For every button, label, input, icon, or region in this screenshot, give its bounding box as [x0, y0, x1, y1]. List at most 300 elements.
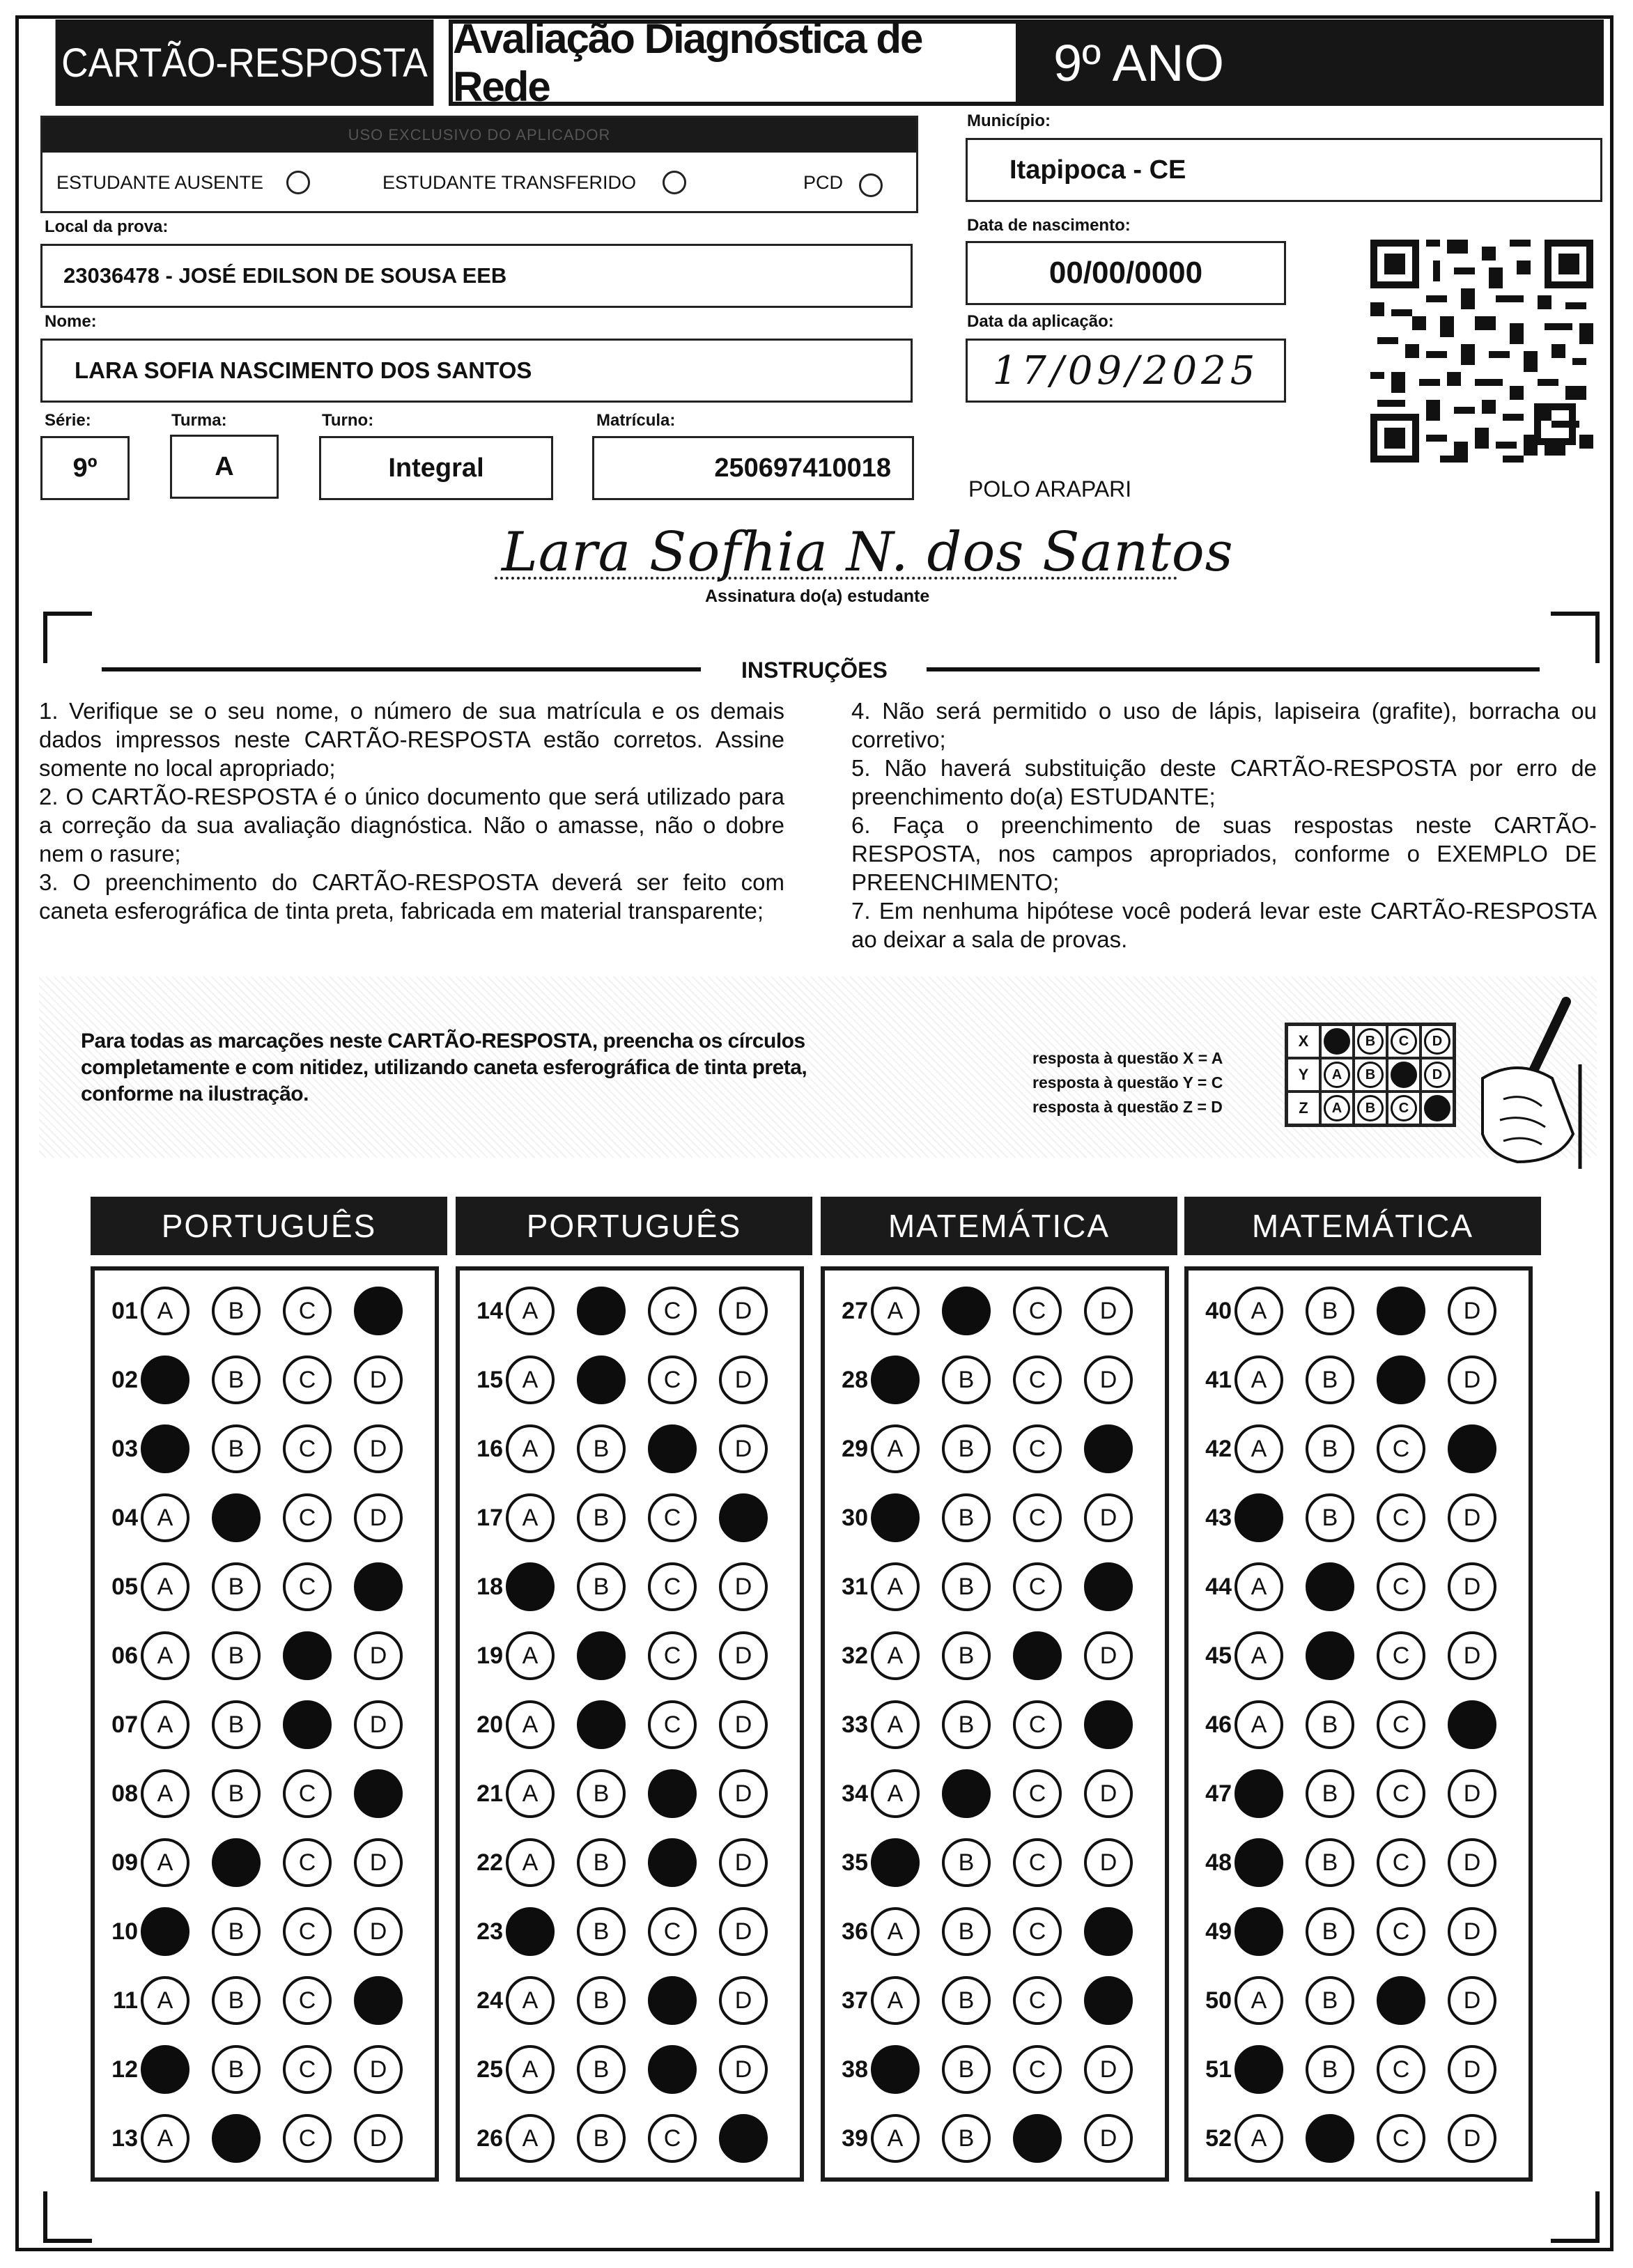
answer-bubble-c[interactable] [648, 2045, 697, 2094]
answer-bubble-b[interactable]: B [577, 1424, 626, 1473]
answer-bubble-c[interactable]: C [648, 2114, 697, 2163]
question-number: 43 [1205, 1504, 1232, 1531]
question-number: 05 [111, 1573, 138, 1600]
answer-bubble-b[interactable]: B [942, 1562, 991, 1611]
answer-bubble-d[interactable]: D [719, 1424, 768, 1473]
answer-bubble-c[interactable] [648, 1424, 697, 1473]
answer-bubble-d[interactable]: D [354, 1493, 403, 1542]
question-number: 30 [842, 1504, 868, 1531]
answer-bubble-d[interactable]: D [719, 1631, 768, 1680]
answer-bubble-d[interactable]: D [1084, 1287, 1133, 1335]
answer-bubble-a[interactable]: A [141, 1700, 189, 1749]
answer-bubble-a[interactable]: A [1235, 1356, 1283, 1404]
answer-bubble-b[interactable] [577, 1700, 626, 1749]
answer-bubble-d[interactable]: D [1448, 2045, 1496, 2094]
answer-bubble-a[interactable] [1235, 1838, 1283, 1887]
answer-bubble-a[interactable] [871, 1356, 920, 1404]
answer-bubble-b[interactable]: B [212, 1631, 261, 1680]
answer-bubble-d[interactable]: D [1448, 1976, 1496, 2025]
answer-bubble-b[interactable]: B [1306, 1424, 1354, 1473]
answer-bubble-a[interactable] [871, 1493, 920, 1542]
answer-bubble-a[interactable]: A [506, 2045, 555, 2094]
question-row [1189, 1697, 1519, 1753]
answer-bubble-d[interactable] [719, 1493, 768, 1542]
card-title: CARTÃO-RESPOSTA [56, 20, 434, 106]
question-number: 15 [477, 1366, 503, 1393]
example-legend-item: resposta à questão Z = D [1032, 1098, 1223, 1116]
answer-bubble-a[interactable]: A [1235, 1631, 1283, 1680]
answer-bubble-d[interactable]: D [1084, 1493, 1133, 1542]
answer-bubble-b[interactable]: B [212, 1769, 261, 1818]
answer-bubble-a[interactable] [141, 1907, 189, 1956]
answer-bubble-a[interactable]: A [506, 1493, 555, 1542]
answer-bubble-a[interactable]: A [871, 1769, 920, 1818]
answer-bubble-d[interactable]: D [1448, 1287, 1496, 1335]
question-row [825, 1283, 1155, 1339]
question-row [1189, 1835, 1519, 1890]
answer-bubble-c[interactable]: C [283, 1356, 332, 1404]
answer-bubble-c[interactable]: C [1377, 1562, 1425, 1611]
answer-bubble-a[interactable]: A [141, 1562, 189, 1611]
answer-bubble-d[interactable]: D [1448, 1838, 1496, 1887]
shift-field: Integral [319, 436, 553, 500]
answer-bubble-c[interactable]: C [283, 1287, 332, 1335]
answer-bubble-b[interactable]: B [942, 1838, 991, 1887]
instruction-item: 2. O CARTÃO-RESPOSTA é o único documento que será utilizado para a correção da sua avaliação diagnóstica. Não o amasse, não o dobre nem o rasure; [39, 784, 784, 867]
answer-bubble-c[interactable]: C [1377, 1700, 1425, 1749]
answer-bubble-a[interactable]: A [506, 1356, 555, 1404]
answer-bubble-d[interactable]: D [1084, 1356, 1133, 1404]
answer-bubble-b[interactable]: B [577, 1769, 626, 1818]
answer-bubble-d[interactable]: D [354, 1907, 403, 1956]
answer-bubble-b[interactable]: B [577, 1838, 626, 1887]
answer-bubble-c[interactable]: C [1377, 2045, 1425, 2094]
example-bubble: C [1391, 1028, 1417, 1055]
answer-bubble-b[interactable]: B [212, 2045, 261, 2094]
answer-bubble-a[interactable]: A [871, 1424, 920, 1473]
answer-bubble-b[interactable]: B [942, 1493, 991, 1542]
answer-bubble-b[interactable]: B [1306, 1907, 1354, 1956]
answer-bubble-c[interactable]: C [1377, 1493, 1425, 1542]
answer-bubble-a[interactable]: A [506, 1631, 555, 1680]
answer-bubble-c[interactable]: C [648, 1700, 697, 1749]
answer-bubble-a[interactable] [141, 2045, 189, 2094]
question-number: 48 [1205, 1849, 1232, 1876]
answer-bubble-c[interactable]: C [1013, 1562, 1062, 1611]
answer-bubble-a[interactable]: A [871, 1700, 920, 1749]
answer-bubble-d[interactable]: D [719, 1976, 768, 2025]
answer-bubble-b[interactable] [1306, 1631, 1354, 1680]
answer-bubble-b[interactable]: B [1306, 1356, 1354, 1404]
answer-column [456, 1266, 804, 2182]
answer-bubble-d[interactable]: D [1448, 2114, 1496, 2163]
answer-bubble-a[interactable]: A [506, 1287, 555, 1335]
answer-bubble-c[interactable]: C [1013, 1356, 1062, 1404]
question-number: 17 [477, 1504, 503, 1531]
answer-bubble-b[interactable]: B [942, 1424, 991, 1473]
answer-bubble-d[interactable]: D [1084, 2045, 1133, 2094]
answer-bubble-b[interactable] [942, 1769, 991, 1818]
municipio-label: Município: [967, 111, 1051, 130]
example-legend-item: resposta à questão X = A [1032, 1049, 1223, 1067]
answer-bubble-a[interactable] [871, 2045, 920, 2094]
answer-bubble-c[interactable] [1377, 1976, 1425, 2025]
answer-bubble-d[interactable]: D [354, 1700, 403, 1749]
answer-bubble-b[interactable]: B [942, 1356, 991, 1404]
answer-bubble-d[interactable]: D [1448, 1562, 1496, 1611]
answer-bubble-b[interactable]: B [577, 2114, 626, 2163]
answer-bubble-c[interactable]: C [1013, 1838, 1062, 1887]
answer-bubble-d[interactable]: D [719, 1356, 768, 1404]
question-number: 50 [1205, 1987, 1232, 2014]
answer-bubble-d[interactable]: D [354, 2114, 403, 2163]
question-number: 08 [111, 1780, 138, 1807]
answer-bubble-b[interactable]: B [577, 2045, 626, 2094]
answer-bubble-a[interactable]: A [506, 1424, 555, 1473]
answer-bubble-d[interactable]: D [354, 2045, 403, 2094]
answer-bubble-c[interactable]: C [1377, 1838, 1425, 1887]
question-row [95, 1352, 425, 1408]
question-number: 49 [1205, 1918, 1232, 1945]
question-row [825, 1421, 1155, 1477]
question-number: 35 [842, 1849, 868, 1876]
answer-bubble-c[interactable]: C [1013, 1769, 1062, 1818]
section-title: MATEMÁTICA [1184, 1197, 1541, 1255]
answer-bubble-a[interactable] [141, 1356, 189, 1404]
answer-bubble-a[interactable]: A [1235, 1424, 1283, 1473]
answer-bubble-a[interactable]: A [871, 1907, 920, 1956]
answer-bubble-a[interactable]: A [1235, 1976, 1283, 2025]
question-number: 42 [1205, 1435, 1232, 1462]
answer-bubble-b[interactable]: B [1306, 1976, 1354, 2025]
answer-bubble-b[interactable]: B [1306, 1493, 1354, 1542]
absent-label: ESTUDANTE AUSENTE [56, 172, 264, 193]
example-cell [1421, 1092, 1454, 1125]
question-number: 38 [842, 2056, 868, 2083]
answer-bubble-a[interactable]: A [141, 1838, 189, 1887]
answer-bubble-a[interactable]: A [1235, 1700, 1283, 1749]
answer-bubble-a[interactable]: A [506, 1838, 555, 1887]
answer-bubble-b[interactable] [212, 1493, 261, 1542]
question-row [460, 1628, 790, 1684]
question-number: 33 [842, 1711, 868, 1738]
question-number: 39 [842, 2125, 868, 2152]
registration-field: 250697410018 [592, 436, 914, 500]
birth-date-label: Data de nascimento: [967, 216, 1131, 235]
answer-bubble-c[interactable]: C [1377, 1631, 1425, 1680]
example-cell [1387, 1058, 1421, 1092]
answer-bubble-d[interactable]: D [354, 1424, 403, 1473]
question-number: 46 [1205, 1711, 1232, 1738]
answer-bubble-c[interactable]: C [1013, 2045, 1062, 2094]
answer-bubble-b[interactable]: B [942, 2114, 991, 2163]
section-title: PORTUGUÊS [456, 1197, 812, 1255]
question-row [95, 1490, 425, 1546]
example-bubble: A [1324, 1095, 1350, 1121]
answer-bubble-b[interactable] [577, 1356, 626, 1404]
answer-bubble-c[interactable]: C [283, 1907, 332, 1956]
answer-bubble-d[interactable]: D [1448, 1769, 1496, 1818]
answer-bubble-c[interactable]: C [648, 1287, 697, 1335]
answer-bubble-c[interactable] [283, 1631, 332, 1680]
example-cell [1320, 1058, 1354, 1092]
answer-bubble-a[interactable]: A [506, 1976, 555, 2025]
answer-bubble-a[interactable]: A [871, 1976, 920, 2025]
answer-bubble-c[interactable]: C [1377, 1424, 1425, 1473]
answer-bubble-c[interactable] [1013, 1631, 1062, 1680]
answer-bubble-b[interactable]: B [942, 1700, 991, 1749]
answer-bubble-c[interactable]: C [648, 1631, 697, 1680]
answer-bubble-d[interactable]: D [719, 2045, 768, 2094]
answer-bubble-b[interactable] [1306, 2114, 1354, 2163]
answer-bubble-c[interactable] [1377, 1356, 1425, 1404]
question-row [95, 1766, 425, 1822]
answer-bubble-d[interactable]: D [1448, 1356, 1496, 1404]
answer-column [91, 1266, 439, 2182]
answer-bubble-c[interactable]: C [648, 1907, 697, 1956]
answer-bubble-c[interactable]: C [648, 1562, 697, 1611]
answer-bubble-c[interactable] [283, 1700, 332, 1749]
answer-bubble-a[interactable] [506, 1562, 555, 1611]
answer-bubble-d[interactable] [1448, 1700, 1496, 1749]
answer-bubble-c[interactable]: C [283, 2045, 332, 2094]
absent-checkbox[interactable] [286, 171, 310, 194]
question-row [1189, 1559, 1519, 1615]
example-cell [1421, 1058, 1454, 1092]
example-bubble: B [1357, 1062, 1384, 1088]
answer-bubble-d[interactable] [354, 1976, 403, 2025]
answer-bubble-a[interactable]: A [871, 1562, 920, 1611]
answer-bubble-b[interactable] [1306, 1562, 1354, 1611]
answer-bubble-a[interactable]: A [141, 1631, 189, 1680]
answer-bubble-a[interactable] [1235, 2045, 1283, 2094]
answer-bubble-a[interactable] [1235, 1769, 1283, 1818]
answer-bubble-a[interactable]: A [141, 2114, 189, 2163]
answer-bubble-d[interactable]: D [719, 1838, 768, 1887]
question-row [460, 1766, 790, 1822]
question-number: 23 [477, 1918, 503, 1945]
answer-bubble-a[interactable] [506, 1907, 555, 1956]
answer-bubble-b[interactable] [212, 2114, 261, 2163]
instruction-item: 7. Em nenhuma hipótese você poderá levar este CARTÃO-RESPOSTA ao deixar a sala de provas. [851, 898, 1597, 952]
answer-bubble-c[interactable]: C [1013, 1976, 1062, 2025]
pcd-checkbox[interactable] [859, 173, 883, 197]
answer-bubble-c[interactable]: C [648, 1493, 697, 1542]
answer-bubble-d[interactable] [1084, 1700, 1133, 1749]
answer-bubble-d[interactable] [719, 2114, 768, 2163]
question-number: 03 [111, 1435, 138, 1462]
local-field: 23036478 - JOSÉ EDILSON DE SOUSA EEB [40, 244, 913, 308]
answer-bubble-d[interactable]: D [719, 1907, 768, 1956]
answer-bubble-c[interactable]: C [1377, 1907, 1425, 1956]
instructions-title: INSTRUÇÕES [741, 658, 888, 683]
question-number: 13 [111, 2125, 138, 2152]
answer-bubble-d[interactable] [1448, 1424, 1496, 1473]
answer-bubble-d[interactable] [354, 1769, 403, 1818]
answer-bubble-a[interactable]: A [506, 2114, 555, 2163]
answer-bubble-c[interactable]: C [283, 1838, 332, 1887]
question-row [1189, 2111, 1519, 2166]
question-row [460, 1835, 790, 1890]
instructions-left [39, 697, 784, 925]
answer-bubble-a[interactable]: A [1235, 2114, 1283, 2163]
answer-bubble-c[interactable]: C [283, 1493, 332, 1542]
answer-bubble-b[interactable]: B [1306, 1838, 1354, 1887]
answer-bubble-d[interactable]: D [354, 1838, 403, 1887]
answer-bubble-a[interactable]: A [871, 1631, 920, 1680]
answer-bubble-c[interactable]: C [648, 1356, 697, 1404]
pcd-label: PCD [803, 172, 844, 193]
answer-bubble-d[interactable] [354, 1287, 403, 1335]
answer-bubble-c[interactable]: C [1013, 1907, 1062, 1956]
example-cell [1320, 1092, 1354, 1125]
answer-column [1184, 1266, 1533, 2182]
example-bubble [1424, 1095, 1450, 1121]
example-row-label: Z [1287, 1092, 1320, 1125]
answer-bubble-d[interactable] [1084, 1562, 1133, 1611]
question-number: 44 [1205, 1573, 1232, 1600]
question-row [825, 1973, 1155, 2028]
answer-bubble-b[interactable] [212, 1838, 261, 1887]
answer-bubble-b[interactable] [942, 1287, 991, 1335]
answer-bubble-b[interactable]: B [577, 1976, 626, 2025]
answer-bubble-c[interactable]: C [1013, 1493, 1062, 1542]
answer-bubble-b[interactable]: B [1306, 1700, 1354, 1749]
application-date-field: 17/09/2025 [966, 339, 1286, 403]
answer-bubble-c[interactable] [1377, 1287, 1425, 1335]
answer-bubble-c[interactable]: C [283, 1424, 332, 1473]
question-row [1189, 1766, 1519, 1822]
answer-bubble-c[interactable]: C [1377, 2114, 1425, 2163]
grade-label: 9º ANO [1019, 20, 1604, 106]
answer-bubble-a[interactable]: A [506, 1700, 555, 1749]
answer-bubble-b[interactable]: B [577, 1907, 626, 1956]
answer-bubble-a[interactable]: A [1235, 1287, 1283, 1335]
answer-bubble-a[interactable] [141, 1424, 189, 1473]
answer-bubble-d[interactable]: D [1448, 1631, 1496, 1680]
answer-bubble-b[interactable]: B [1306, 2045, 1354, 2094]
answer-bubble-a[interactable]: A [141, 1493, 189, 1542]
answer-bubble-b[interactable]: B [1306, 1287, 1354, 1335]
answer-bubble-b[interactable] [577, 1631, 626, 1680]
answer-bubble-d[interactable]: D [354, 1356, 403, 1404]
answer-bubble-b[interactable]: B [942, 2045, 991, 2094]
question-row [1189, 2042, 1519, 2097]
answer-bubble-c[interactable]: C [283, 1562, 332, 1611]
answer-bubble-b[interactable]: B [212, 1907, 261, 1956]
answer-bubble-d[interactable] [354, 1562, 403, 1611]
answer-bubble-b[interactable]: B [212, 1700, 261, 1749]
answer-bubble-b[interactable]: B [1306, 1769, 1354, 1818]
answer-bubble-c[interactable] [648, 1838, 697, 1887]
answer-bubble-d[interactable]: D [719, 1700, 768, 1749]
question-number: 04 [111, 1504, 138, 1531]
answer-bubble-d[interactable]: D [719, 1769, 768, 1818]
applicator-box [40, 116, 918, 213]
answer-bubble-a[interactable]: A [141, 1287, 189, 1335]
answer-bubble-d[interactable]: D [1448, 1493, 1496, 1542]
example-bubble: B [1357, 1095, 1384, 1121]
question-row [825, 1352, 1155, 1408]
question-number: 09 [111, 1849, 138, 1876]
answer-bubble-a[interactable]: A [141, 1976, 189, 2025]
answer-bubble-b[interactable]: B [212, 1562, 261, 1611]
question-number: 24 [477, 1987, 503, 2014]
question-number: 02 [111, 1366, 138, 1393]
answer-bubble-a[interactable]: A [1235, 1562, 1283, 1611]
question-row [825, 1766, 1155, 1822]
answer-bubble-b[interactable]: B [212, 1976, 261, 2025]
answer-bubble-d[interactable]: D [1084, 1769, 1133, 1818]
answer-bubble-d[interactable]: D [1084, 1631, 1133, 1680]
answer-bubble-b[interactable]: B [942, 1976, 991, 2025]
local-label: Local da prova: [45, 217, 169, 236]
instruction-item: 5. Não haverá substituição deste CARTÃO-RESPOSTA por erro de preenchimento do(a) ESTUDANTE; [851, 755, 1597, 809]
answer-bubble-a[interactable] [1235, 1907, 1283, 1956]
instructions-rule-left [102, 667, 701, 671]
answer-bubble-c[interactable]: C [283, 2114, 332, 2163]
answer-bubble-d[interactable]: D [1448, 1907, 1496, 1956]
answer-bubble-b[interactable]: B [212, 1424, 261, 1473]
answer-bubble-c[interactable]: C [283, 1769, 332, 1818]
question-number: 34 [842, 1780, 868, 1807]
transferred-checkbox[interactable] [663, 171, 686, 194]
question-row [460, 2111, 790, 2166]
answer-bubble-b[interactable]: B [942, 1631, 991, 1680]
answer-bubble-d[interactable] [1084, 1907, 1133, 1956]
answer-bubble-b[interactable]: B [577, 1562, 626, 1611]
question-number: 16 [477, 1435, 503, 1462]
example-cell [1387, 1025, 1421, 1058]
answer-bubble-a[interactable] [871, 1838, 920, 1887]
answer-bubble-d[interactable]: D [719, 1287, 768, 1335]
answer-bubble-a[interactable]: A [871, 1287, 920, 1335]
answer-bubble-a[interactable]: A [871, 2114, 920, 2163]
answer-bubble-b[interactable]: B [212, 1356, 261, 1404]
answer-bubble-c[interactable] [1013, 2114, 1062, 2163]
answer-bubble-d[interactable]: D [1084, 2114, 1133, 2163]
answer-bubble-d[interactable] [1084, 1424, 1133, 1473]
question-row [460, 1490, 790, 1546]
grade-field: 9º [40, 436, 130, 500]
birth-date-field: 00/00/0000 [966, 241, 1286, 305]
answer-bubble-b[interactable] [577, 1287, 626, 1335]
answer-bubble-d[interactable] [1084, 1976, 1133, 2025]
answer-bubble-d[interactable]: D [354, 1631, 403, 1680]
answer-bubble-c[interactable] [648, 1769, 697, 1818]
answer-bubble-c[interactable] [648, 1976, 697, 2025]
answer-bubble-c[interactable]: C [283, 1976, 332, 2025]
answer-bubble-a[interactable]: A [141, 1769, 189, 1818]
answer-bubble-c[interactable]: C [1013, 1424, 1062, 1473]
answer-bubble-b[interactable]: B [212, 1287, 261, 1335]
answer-bubble-a[interactable]: A [506, 1769, 555, 1818]
answer-bubble-b[interactable]: B [942, 1907, 991, 1956]
answer-bubble-d[interactable]: D [719, 1562, 768, 1611]
example-grid [1285, 1023, 1456, 1127]
question-number: 31 [842, 1573, 868, 1600]
answer-bubble-a[interactable] [1235, 1493, 1283, 1542]
answer-bubble-c[interactable]: C [1013, 1287, 1062, 1335]
applicator-banner: USO EXCLUSIVO DO APLICADOR [42, 118, 916, 153]
answer-bubble-b[interactable]: B [577, 1493, 626, 1542]
question-row [460, 1904, 790, 1959]
answer-bubble-c[interactable]: C [1013, 1700, 1062, 1749]
example-bubble [1324, 1028, 1350, 1055]
answer-bubble-d[interactable]: D [1084, 1838, 1133, 1887]
question-row [95, 1559, 425, 1615]
answer-bubble-c[interactable]: C [1377, 1769, 1425, 1818]
